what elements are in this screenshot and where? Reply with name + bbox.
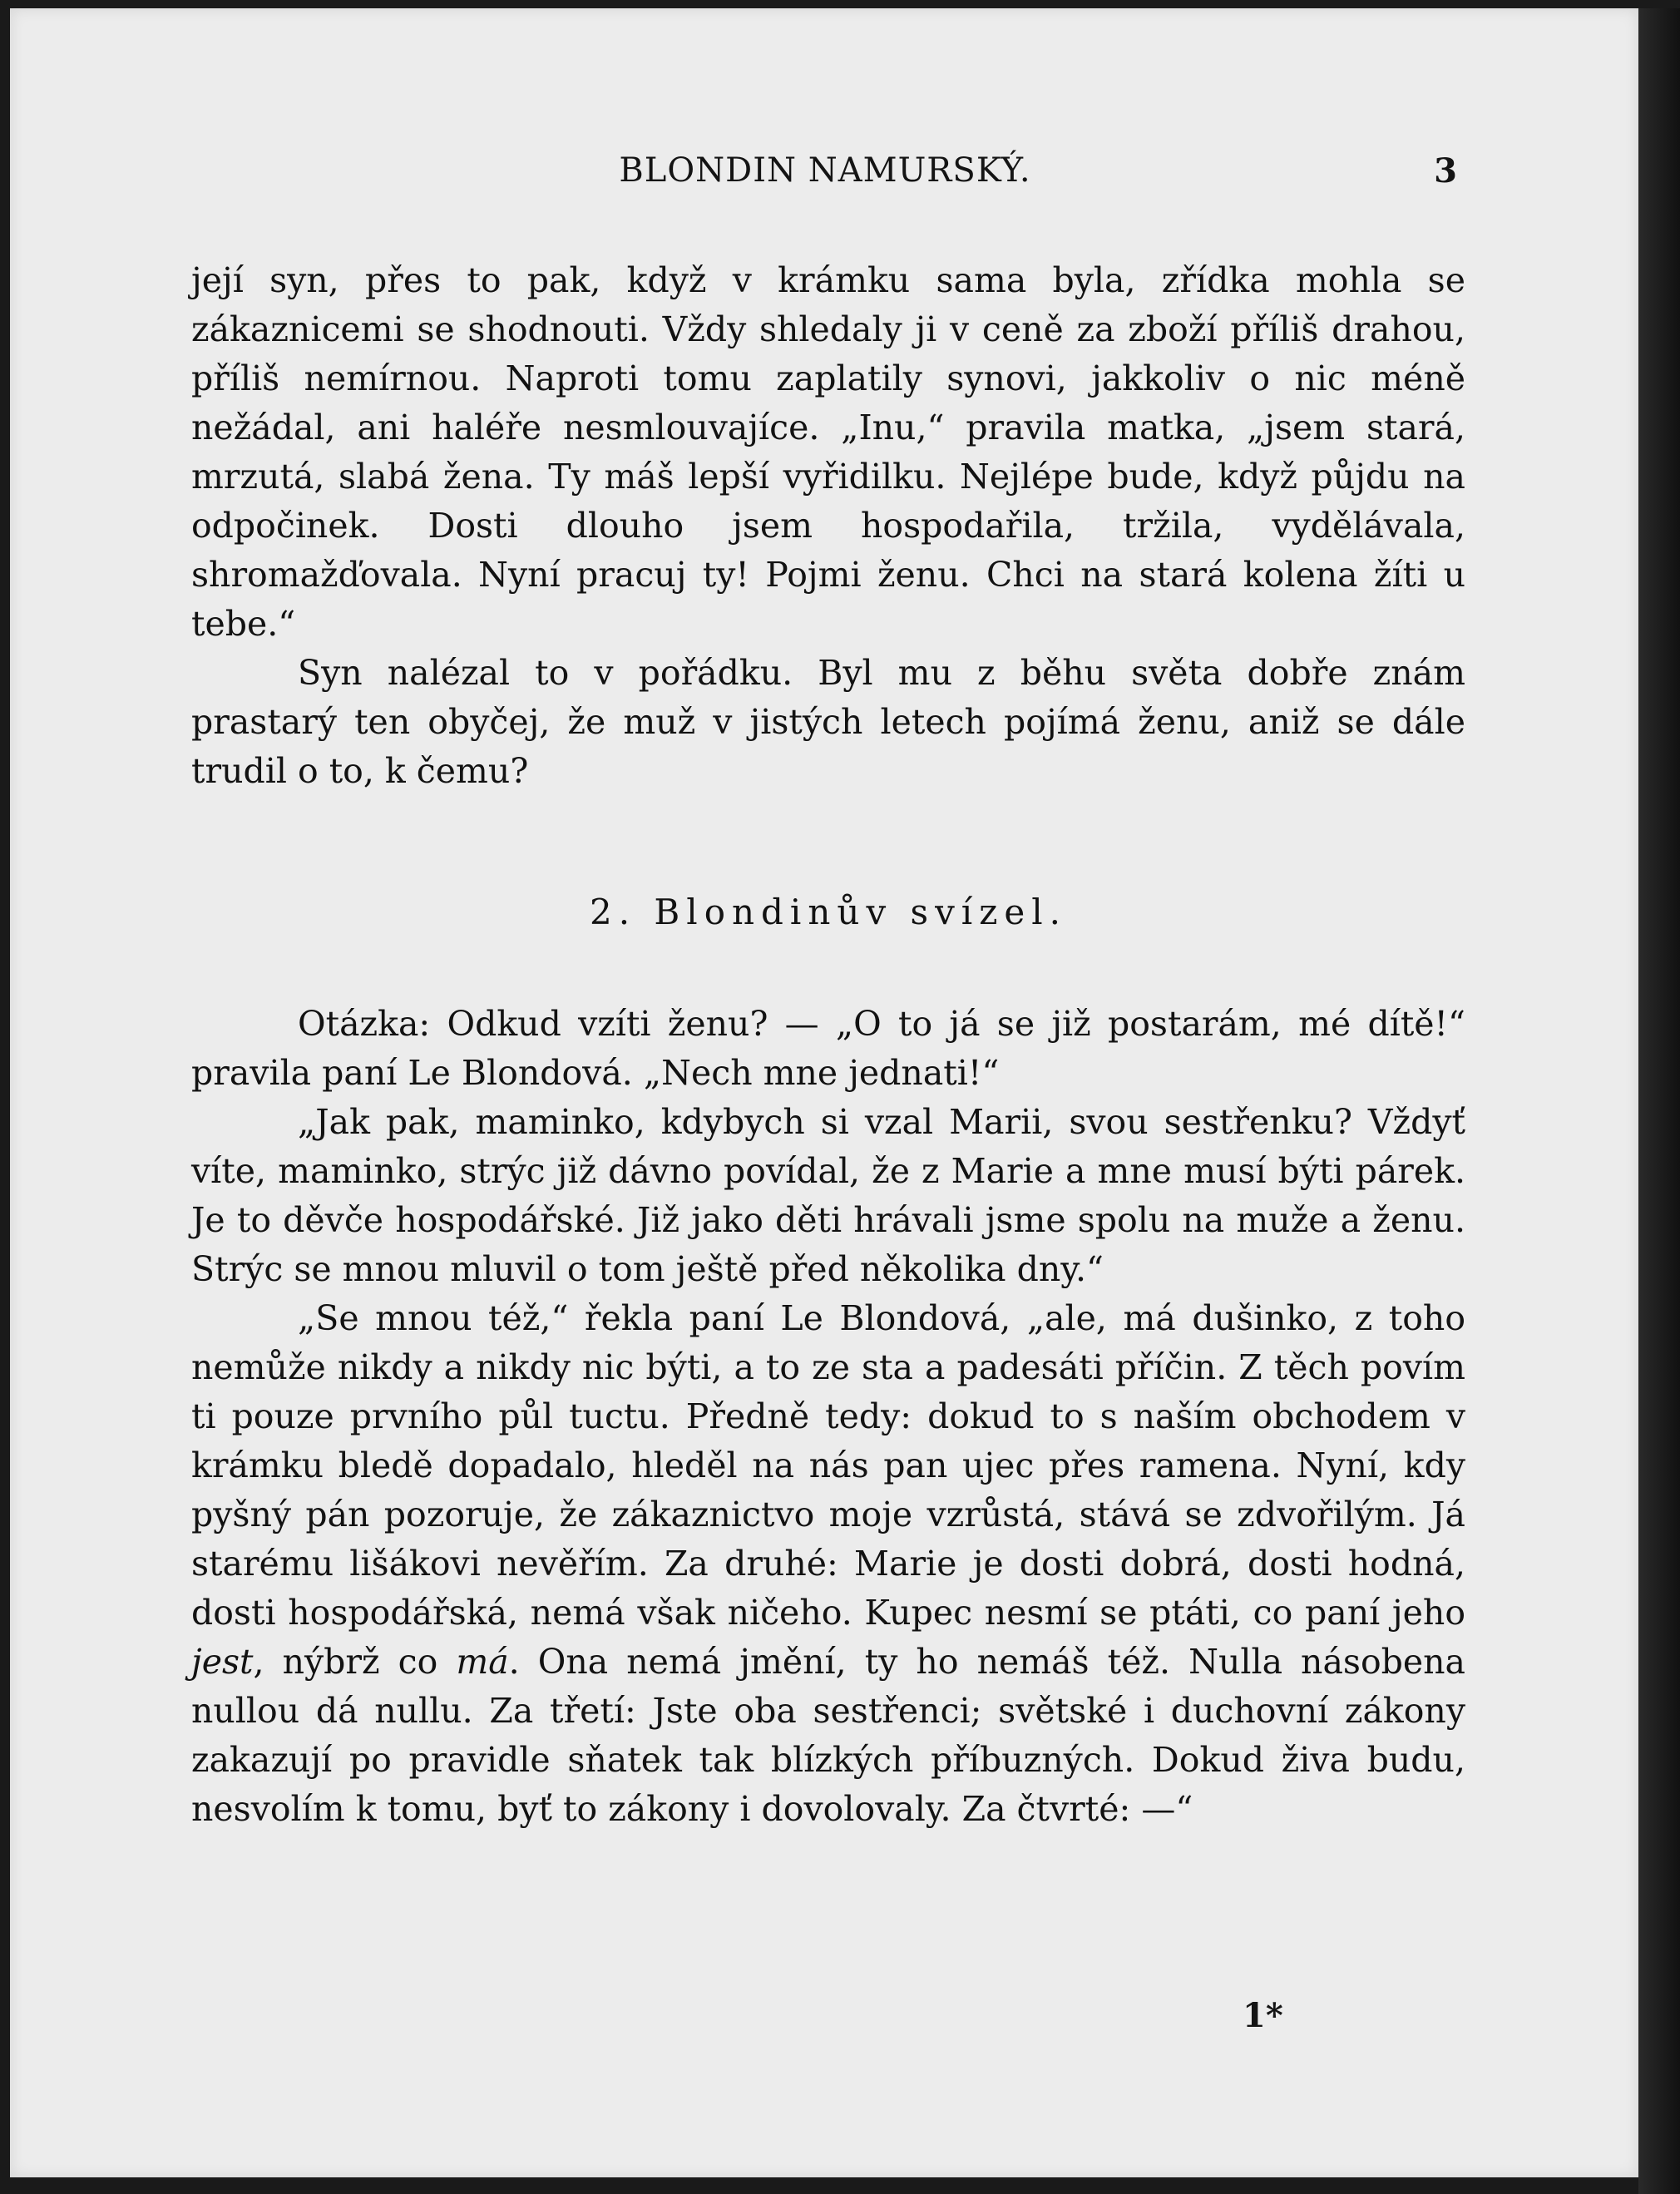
paragraph-1: její syn, přes to pak, když v krámku sama byla, zřídka mohla se zákaznicemi se shodnouti. Vždy shledaly ji v ceně za zboží příliš drahou, příliš nemírnou. Naproti tomu zaplatily synovi, jakkoliv o nic méně nežádal, ani haléře nesmlouvajíce. „Inu,“ pravila matka, „jsem stará, mrzutá, slabá žena. Ty máš lepší vyřidilku. Nejlépe bude, když půjdu na odpočinek. Dosti dlouho jsem hospodařila, tržila, vydělávala, shromažďovala. Nyní pracuj ty! Pojmi ženu. Chci na stará kolena žíti u tebe.“ [191,260,1465,644]
paragraph-4: „Jak pak, maminko, kdybych si vzal Marii, svou sestřenku? Vždyť víte, maminko, strýc již dávno povídal, že z Marie a mne musí býti párek. Je to děvče hospodářské. Již jako děti hrávali jsme spolu na muže a ženu. Strýc se mnou mluvil o tom ještě před několika dny.“ [191,1102,1465,1289]
paragraph-5-start: „Se mnou též,“ řekla paní Le Blondová, „ale, má dušinko, z toho nemůže nikdy a nikdy nic býti, a to ze sta a padesáti příčin. Z těch povím ti pouze prvního půl tuctu. Předně tedy: dokud to s naším obchodem v krámku bledě dopadalo, hleděl na nás pan ujec přes ramena. Nyní, kdy pyšný pán pozoruje, že zákaznictvo moje vzrůstá, stává se zdvořilým. Já starému lišákovi nevěřím. Za druhé: Marie je dosti dobrá, dosti hodná, dosti hospodářská, nemá však ničeho. Kupec nesmí se ptáti, co paní jeho [191,1298,1465,1633]
paragraph-5 [191,1294,1465,1834]
signature-mark: 1* [1243,1996,1283,2035]
paragraph-5-mid: , nýbrž co [253,1642,438,1682]
page-number: 3 [1434,151,1457,190]
text-block-top [191,256,1465,796]
scan-edge [1638,8,1680,2194]
italic-ma: má [456,1642,509,1682]
text-block-bottom [191,1000,1465,1834]
chapter-heading: 2. Blondinův svízel. [589,892,1068,932]
italic-jest: jest [191,1642,254,1682]
paragraph-3: Otázka: Odkud vzíti ženu? — „O to já se již postarám, mé dítě!“ pravila paní Le Blondová. „Nech mne jednati!“ [191,1004,1465,1093]
paragraph-2: Syn nalézal to v pořádku. Byl mu z běhu světa dobře znám prastarý ten obyčej, že muž v jistých letech pojímá ženu, aniž se dále trudil o to, k čemu? [191,653,1465,791]
running-header [181,151,1469,198]
paragraph-5-end: . Ona nemá jmění, ty ho nemáš též. Nulla násobena nullou dá nullu. Za třetí: Jste oba sestřenci; světské i duchovní zákony zakazují po pravidle sňatek tak blízkých příbuzných. Dokud živa budu, nesvolím k tomu, byť to zákony i dovolovaly. Za čtvrté: —“ [191,1642,1465,1829]
running-title: BLONDIN NAMURSKÝ. [619,151,1031,190]
